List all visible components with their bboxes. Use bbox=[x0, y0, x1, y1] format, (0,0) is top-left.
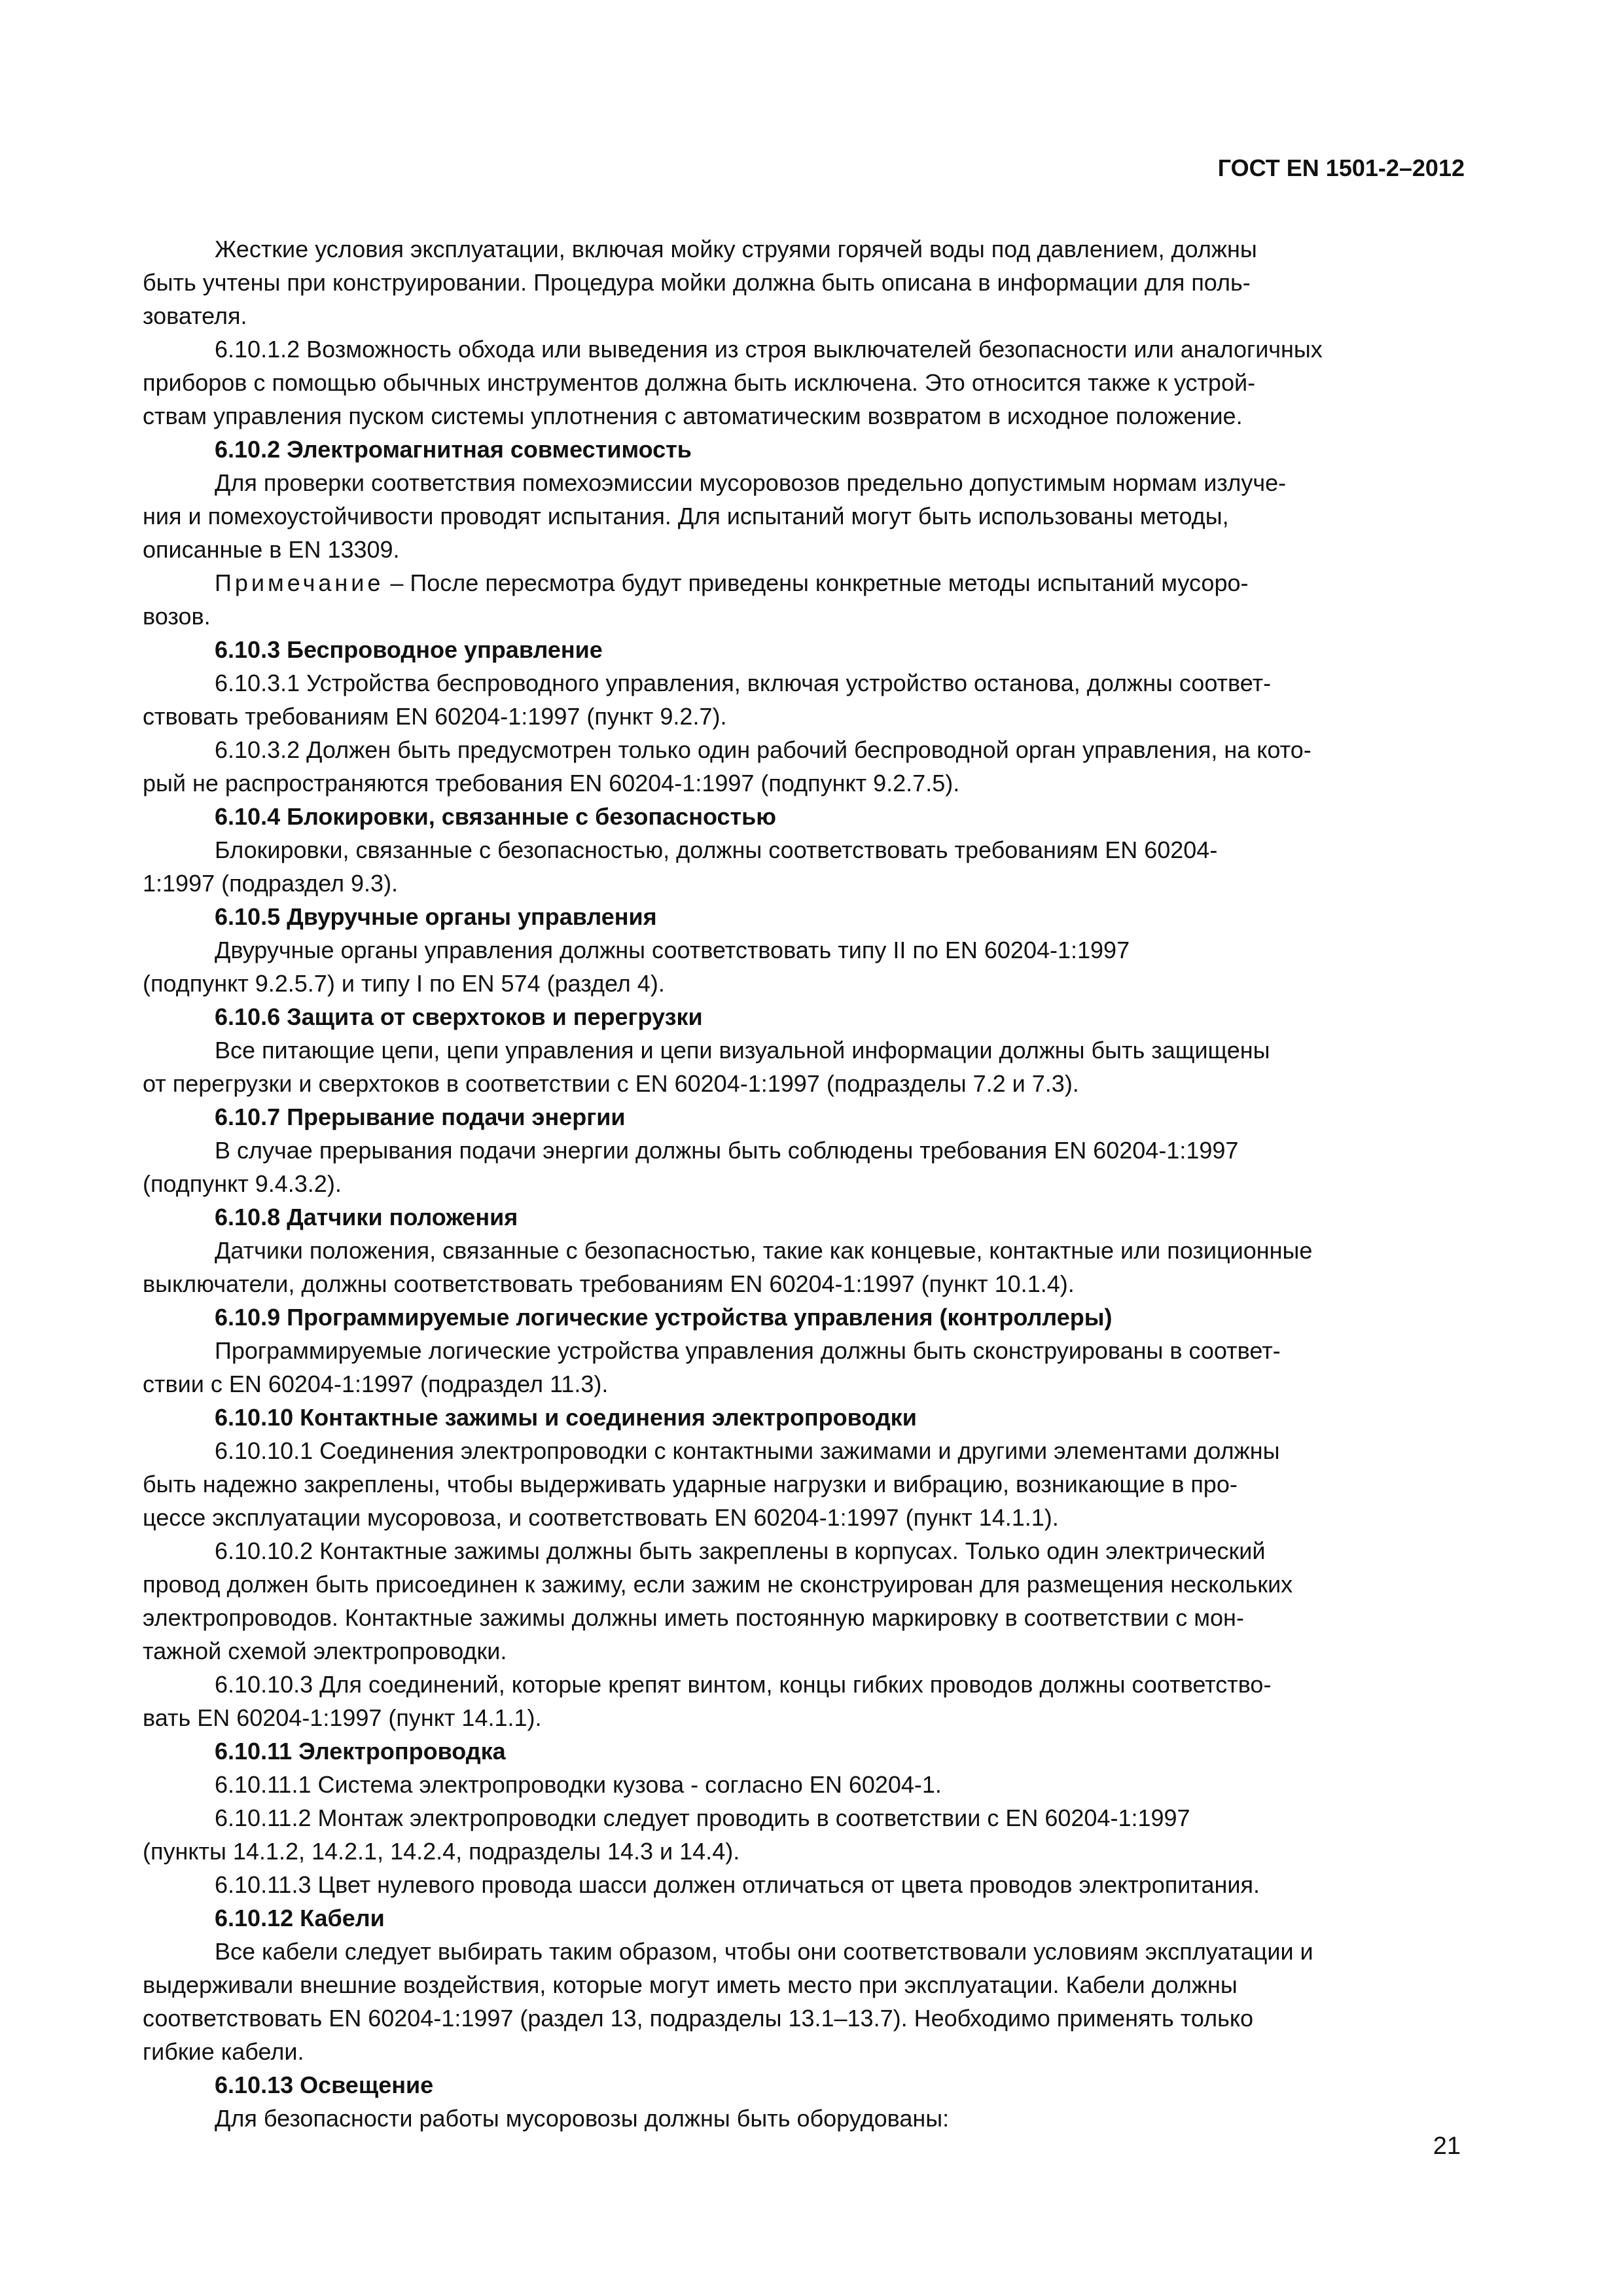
text-line bbox=[143, 533, 1459, 566]
text-line bbox=[143, 1033, 1459, 1067]
section-heading bbox=[143, 800, 1459, 833]
line-text: тажной схемой электропроводки. bbox=[143, 1638, 507, 1664]
text-line bbox=[143, 1868, 1459, 1901]
text-line bbox=[143, 1935, 1459, 1968]
line-text: ствовать требованиям EN 60204-1:1997 (пункт 9.2.7). bbox=[143, 703, 727, 730]
text-line bbox=[143, 399, 1459, 433]
text-line bbox=[143, 1134, 1459, 1167]
text-line bbox=[143, 1534, 1459, 1568]
text-line bbox=[143, 366, 1459, 399]
line-text: 6.10.11.1 Система электропроводки кузова - согласно EN 60204-1. bbox=[215, 1771, 942, 1798]
line-text: 6.10.4 Блокировки, связанные с безопасностью bbox=[215, 803, 776, 830]
standard-header: ГОСТ EN 1501-2–2012 bbox=[1217, 154, 1465, 181]
text-line bbox=[143, 1167, 1459, 1200]
line-text: (пункты 14.1.2, 14.2.1, 14.2.4, подразделы 14.3 и 14.4). bbox=[143, 1838, 740, 1865]
text-line bbox=[143, 466, 1459, 499]
text-line bbox=[143, 833, 1459, 867]
line-text: соответствовать EN 60204-1:1997 (раздел 13, подразделы 13.1–13.7). Необходимо применять только bbox=[143, 2005, 1254, 2032]
line-text: выдерживали внешние воздействия, которые могут иметь место при эксплуатации. Кабели должны bbox=[143, 1971, 1238, 1998]
text-line bbox=[143, 1434, 1459, 1467]
text-line bbox=[143, 1701, 1459, 1734]
text-line bbox=[143, 600, 1459, 633]
text-line bbox=[143, 299, 1459, 332]
line-text: описанные в EN 13309. bbox=[143, 536, 400, 563]
line-text: цессе эксплуатации мусоровоза, и соответствовать EN 60204-1:1997 (пункт 14.1.1). bbox=[143, 1504, 1059, 1531]
text-line bbox=[143, 700, 1459, 733]
line-text: 6.10.8 Датчики положения bbox=[215, 1204, 518, 1230]
line-text: 6.10.13 Освещение bbox=[215, 2072, 434, 2098]
text-line bbox=[143, 1501, 1459, 1534]
line-text: Программируемые логические устройства управления должны быть сконструированы в соответ- bbox=[215, 1337, 1281, 1364]
text-line bbox=[143, 2001, 1459, 2035]
line-text: 6.10.3 Беспроводное управление bbox=[215, 636, 603, 663]
line-text: зователя. bbox=[143, 302, 247, 329]
text-line bbox=[143, 1968, 1459, 2001]
section-heading bbox=[143, 1734, 1459, 1768]
line-text: 6.10.2 Электромагнитная совместимость bbox=[215, 436, 692, 463]
text-line bbox=[143, 867, 1459, 900]
line-text: ния и помехоустойчивости проводят испытания. Для испытаний могут быть использованы методы, bbox=[143, 503, 1229, 529]
line-text: рый не распространяются требования EN 60204-1:1997 (подпункт 9.2.7.5). bbox=[143, 770, 960, 797]
text-line bbox=[143, 1067, 1459, 1100]
text-line bbox=[143, 1801, 1459, 1835]
text-line bbox=[143, 232, 1459, 266]
line-text: приборов с помощью обычных инструментов должна быть исключена. Это относится также к устрой- bbox=[143, 369, 1256, 396]
line-text: возов. bbox=[143, 603, 211, 630]
text-line bbox=[143, 1234, 1459, 1267]
text-line bbox=[143, 1768, 1459, 1801]
line-text: 6.10.5 Двуручные органы управления bbox=[215, 903, 657, 930]
text-line bbox=[143, 266, 1459, 299]
line-text: от перегрузки и сверхтоков в соответствии с EN 60204-1:1997 (подразделы 7.2 и 7.3). bbox=[143, 1070, 1079, 1097]
line-text: 6.10.11.3 Цвет нулевого провода шасси должен отличаться от цвета проводов электропитания. bbox=[215, 1871, 1260, 1898]
line-text: 6.10.10 Контактные зажимы и соединения электропроводки bbox=[215, 1404, 917, 1431]
note-label: Примечание bbox=[215, 569, 384, 596]
text-line bbox=[143, 2035, 1459, 2068]
section-heading bbox=[143, 1901, 1459, 1935]
line-text: 6.10.3.1 Устройства беспроводного управления, включая устройство останова, должны соответ- bbox=[215, 670, 1272, 696]
line-text: 6.10.10.2 Контактные зажимы должны быть закреплены в корпусах. Только один электрический bbox=[215, 1537, 1266, 1564]
section-heading bbox=[143, 1000, 1459, 1033]
line-text: провод должен быть присоединен к зажиму, если зажим не сконструирован для размещения нескольких bbox=[143, 1571, 1293, 1598]
line-text: электропроводов. Контактные зажимы должны иметь постоянную маркировку в соответствии с мон- bbox=[143, 1604, 1244, 1631]
line-text: 6.10.11 Электропроводка bbox=[215, 1738, 506, 1765]
text-line bbox=[143, 332, 1459, 366]
text-line bbox=[143, 1467, 1459, 1501]
text-line bbox=[143, 967, 1459, 1000]
line-text: 6.10.10.1 Соединения электропроводки с контактными зажимами и другими элементами должны bbox=[215, 1437, 1280, 1464]
line-text: гибкие кабели. bbox=[143, 2038, 304, 2065]
text-line bbox=[143, 766, 1459, 800]
line-text: 6.10.1.2 Возможность обхода или выведения из строя выключателей безопасности или аналогичных bbox=[215, 336, 1323, 363]
section-heading bbox=[143, 433, 1459, 466]
line-text: Блокировки, связанные с безопасностью, должны соответствовать требованиям EN 60204- bbox=[215, 836, 1218, 863]
text-line bbox=[143, 933, 1459, 967]
text-line bbox=[143, 499, 1459, 533]
text-line bbox=[143, 1835, 1459, 1868]
line-text: Для безопасности работы мусоровозы должны быть оборудованы: bbox=[215, 2105, 950, 2132]
line-text: 6.10.7 Прерывание подачи энергии bbox=[215, 1103, 626, 1130]
line-text: ствии с EN 60204-1:1997 (подраздел 11.3). bbox=[143, 1371, 609, 1397]
line-text: (подпункт 9.4.3.2). bbox=[143, 1170, 342, 1197]
line-text: Все питающие цепи, цепи управления и цепи визуальной информации должны быть защищены bbox=[215, 1037, 1270, 1064]
line-text: выключатели, должны соответствовать требованиям EN 60204-1:1997 (пункт 10.1.4). bbox=[143, 1270, 1075, 1297]
line-text: быть учтены при конструировании. Процедура мойки должна быть описана в информации для поль- bbox=[143, 269, 1251, 296]
line-text: 6.10.12 Кабели bbox=[215, 1905, 385, 1931]
section-heading bbox=[143, 2068, 1459, 2102]
line-text: 6.10.3.2 Должен быть предусмотрен только один рабочий беспроводной орган управления, на кото- bbox=[215, 736, 1311, 763]
document-body bbox=[143, 232, 1459, 2135]
page-number: 21 bbox=[1433, 2132, 1461, 2160]
line-text: 6.10.10.3 Для соединений, которые крепят винтом, концы гибких проводов должны соответство- bbox=[215, 1671, 1272, 1698]
text-line bbox=[143, 1568, 1459, 1601]
section-heading bbox=[143, 1300, 1459, 1334]
section-heading bbox=[143, 900, 1459, 933]
line-text: В случае прерывания подачи энергии должны быть соблюдены требования EN 60204-1:1997 bbox=[215, 1137, 1239, 1164]
text-line bbox=[143, 1334, 1459, 1367]
line-text: Двуручные органы управления должны соответствовать типу II по EN 60204-1:1997 bbox=[215, 937, 1130, 963]
text-line bbox=[143, 1267, 1459, 1300]
section-heading bbox=[143, 1200, 1459, 1234]
line-text: Для проверки соответствия помехоэмиссии мусоровозов предельно допустимым нормам излуче- bbox=[215, 469, 1287, 496]
line-text: быть надежно закреплены, чтобы выдерживать ударные нагрузки и вибрацию, возникающие в про- bbox=[143, 1471, 1238, 1498]
text-line bbox=[143, 1601, 1459, 1634]
text-line bbox=[143, 666, 1459, 700]
section-heading bbox=[143, 1401, 1459, 1434]
text-line bbox=[143, 2102, 1459, 2135]
line-text: Все кабели следует выбирать таким образом, чтобы они соответствовали условиям эксплуатации и bbox=[215, 1938, 1313, 1965]
line-text: (подпункт 9.2.5.7) и типу I по EN 574 (раздел 4). bbox=[143, 970, 665, 997]
text-line bbox=[143, 566, 1459, 600]
text-line bbox=[143, 1668, 1459, 1701]
line-text: Жесткие условия эксплуатации, включая мойку струями горячей воды под давлением, должны bbox=[215, 236, 1257, 262]
line-text: 6.10.6 Защита от сверхтоков и перегрузки bbox=[215, 1003, 703, 1030]
line-text: 6.10.11.2 Монтаж электропроводки следует проводить в соответствии с EN 60204-1:1997 bbox=[215, 1804, 1190, 1831]
text-line bbox=[143, 1634, 1459, 1668]
text-line bbox=[143, 1367, 1459, 1401]
line-text: 6.10.9 Программируемые логические устройства управления (контроллеры) bbox=[215, 1304, 1113, 1331]
line-text: ствам управления пуском системы уплотнения с автоматическим возвратом в исходное положение. bbox=[143, 403, 1243, 429]
line-text: Датчики положения, связанные с безопасностью, такие как концевые, контактные или позиционные bbox=[215, 1237, 1313, 1264]
line-text: 1:1997 (подраздел 9.3). bbox=[143, 870, 399, 897]
line-text: – После пересмотра будут приведены конкретные методы испытаний мусоро- bbox=[383, 569, 1249, 596]
text-line bbox=[143, 733, 1459, 766]
section-heading bbox=[143, 633, 1459, 666]
line-text: вать EN 60204-1:1997 (пункт 14.1.1). bbox=[143, 1704, 542, 1731]
section-heading bbox=[143, 1100, 1459, 1134]
